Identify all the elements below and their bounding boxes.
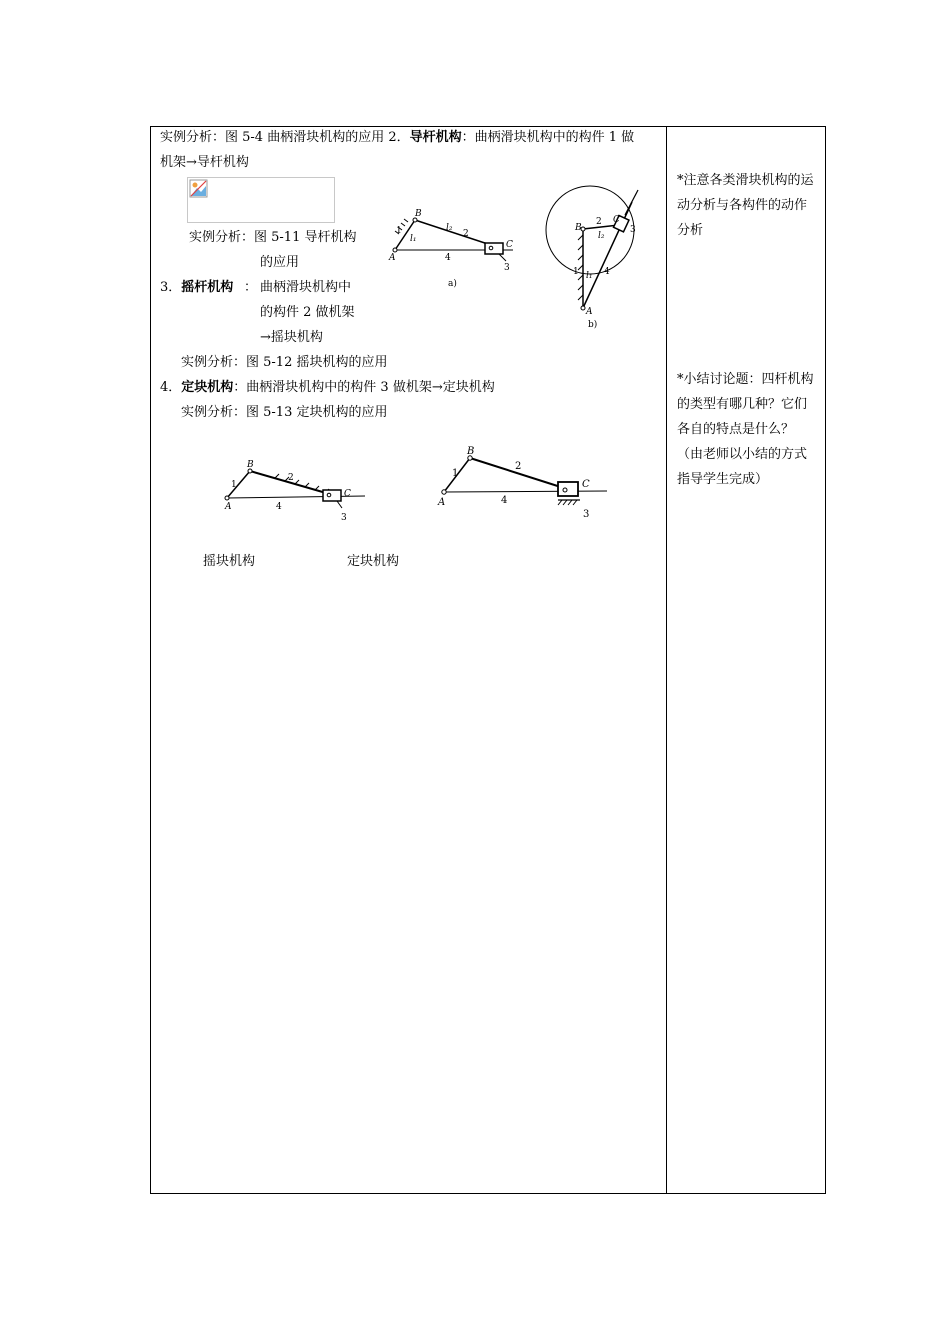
- item-3-text-c: →摇块机构: [260, 330, 323, 345]
- fig-a-caption: a): [448, 279, 457, 289]
- fig-b-A: A: [586, 307, 593, 317]
- fig-a-l1: l₁: [410, 234, 417, 244]
- rocker-2: 2: [288, 473, 294, 483]
- rocker-B: B: [247, 460, 254, 470]
- fixed-3: 3: [583, 509, 590, 520]
- item-3-sep: ：: [244, 280, 258, 295]
- fig-a-2: 2: [463, 229, 469, 239]
- fixed-4: 4: [501, 495, 508, 506]
- item-4-line: [160, 380, 495, 396]
- column-divider: [666, 126, 667, 1194]
- guide-bar-figure-a: [385, 200, 520, 295]
- fixed-A: A: [438, 497, 446, 508]
- fig-b-1: 1: [573, 267, 579, 277]
- fixed-1: 1: [452, 468, 459, 479]
- fig-a-A: A: [389, 253, 396, 263]
- rocker-1: 1: [231, 480, 237, 490]
- fig-b-B: B: [575, 223, 582, 233]
- fixed-B: B: [467, 446, 475, 457]
- fig-b-2: 2: [596, 217, 602, 227]
- item-3-text-a: 曲柄滑块机构中: [260, 280, 352, 295]
- fig-b-C: C: [613, 215, 620, 225]
- caption-5-12: 实例分析：图 5-12 摇块机构的应用: [181, 355, 388, 370]
- fig-b-4: 4: [604, 267, 610, 277]
- caption-5-11-b: 的应用: [260, 255, 300, 270]
- fig-a-C: C: [506, 240, 513, 250]
- broken-image-placeholder: [187, 177, 335, 223]
- item-4-number: 4．: [160, 380, 182, 395]
- item-4-text: ：曲柄滑块机构中的构件 3 做机架→定块机构: [233, 380, 495, 395]
- fixed-C: C: [582, 479, 590, 490]
- fixed-block-heading: 定块机构: [181, 380, 234, 395]
- rocker-heading: 摇杆机构: [181, 280, 234, 295]
- caption-5-11-a: 实例分析：图 5-11 导杆机构: [189, 230, 357, 245]
- rocker-block-figure: [215, 455, 375, 525]
- rocker-C: C: [344, 489, 351, 499]
- item-3-heading: [160, 280, 233, 296]
- rocker-3: 3: [341, 513, 347, 523]
- figure-label-rocker: 摇块机构: [203, 554, 256, 569]
- figure-label-fixed: 定块机构: [347, 554, 400, 569]
- broken-image-icon: [189, 179, 209, 199]
- intro-text: 实例分析：图 5-4 曲柄滑块机构的应用 2．: [160, 130, 410, 145]
- intro-line: [160, 130, 634, 146]
- fig-b-l2: l₂: [598, 231, 605, 241]
- item-3-text-b: 的构件 2 做机架: [260, 305, 355, 320]
- fig-a-l2: l₂: [446, 223, 453, 233]
- fig-b-l1: l₁: [586, 271, 593, 281]
- fixed-block-figure: [432, 442, 612, 522]
- intro-tail: ：曲柄滑块机构中的构件 1 做: [461, 130, 635, 145]
- fig-a-3: 3: [504, 263, 510, 273]
- side-note-2: *小结讨论题：四杆机构的类型有哪几种？它们各自的特点是什么？ （由老师以小结的方式指导学生完成）: [677, 372, 814, 487]
- item-3-number: 3．: [160, 280, 182, 295]
- guide-bar-heading: 导杆机构: [409, 130, 462, 145]
- guide-bar-figure-b: [540, 180, 655, 335]
- fig-b-3: 3: [630, 225, 636, 235]
- rocker-A: A: [225, 502, 232, 512]
- fig-a-1: 1: [396, 226, 402, 236]
- rocker-4: 4: [276, 502, 282, 512]
- caption-5-13: 实例分析：图 5-13 定块机构的应用: [181, 405, 388, 420]
- side-note-1: *注意各类滑块机构的运动分析与各构件的动作分析: [677, 173, 814, 238]
- intro-line-2: 机架→导杆机构: [160, 155, 249, 170]
- fig-a-4: 4: [445, 253, 451, 263]
- fig-b-caption: b): [588, 320, 598, 330]
- fig-a-B: B: [415, 209, 422, 219]
- fixed-2: 2: [515, 461, 522, 472]
